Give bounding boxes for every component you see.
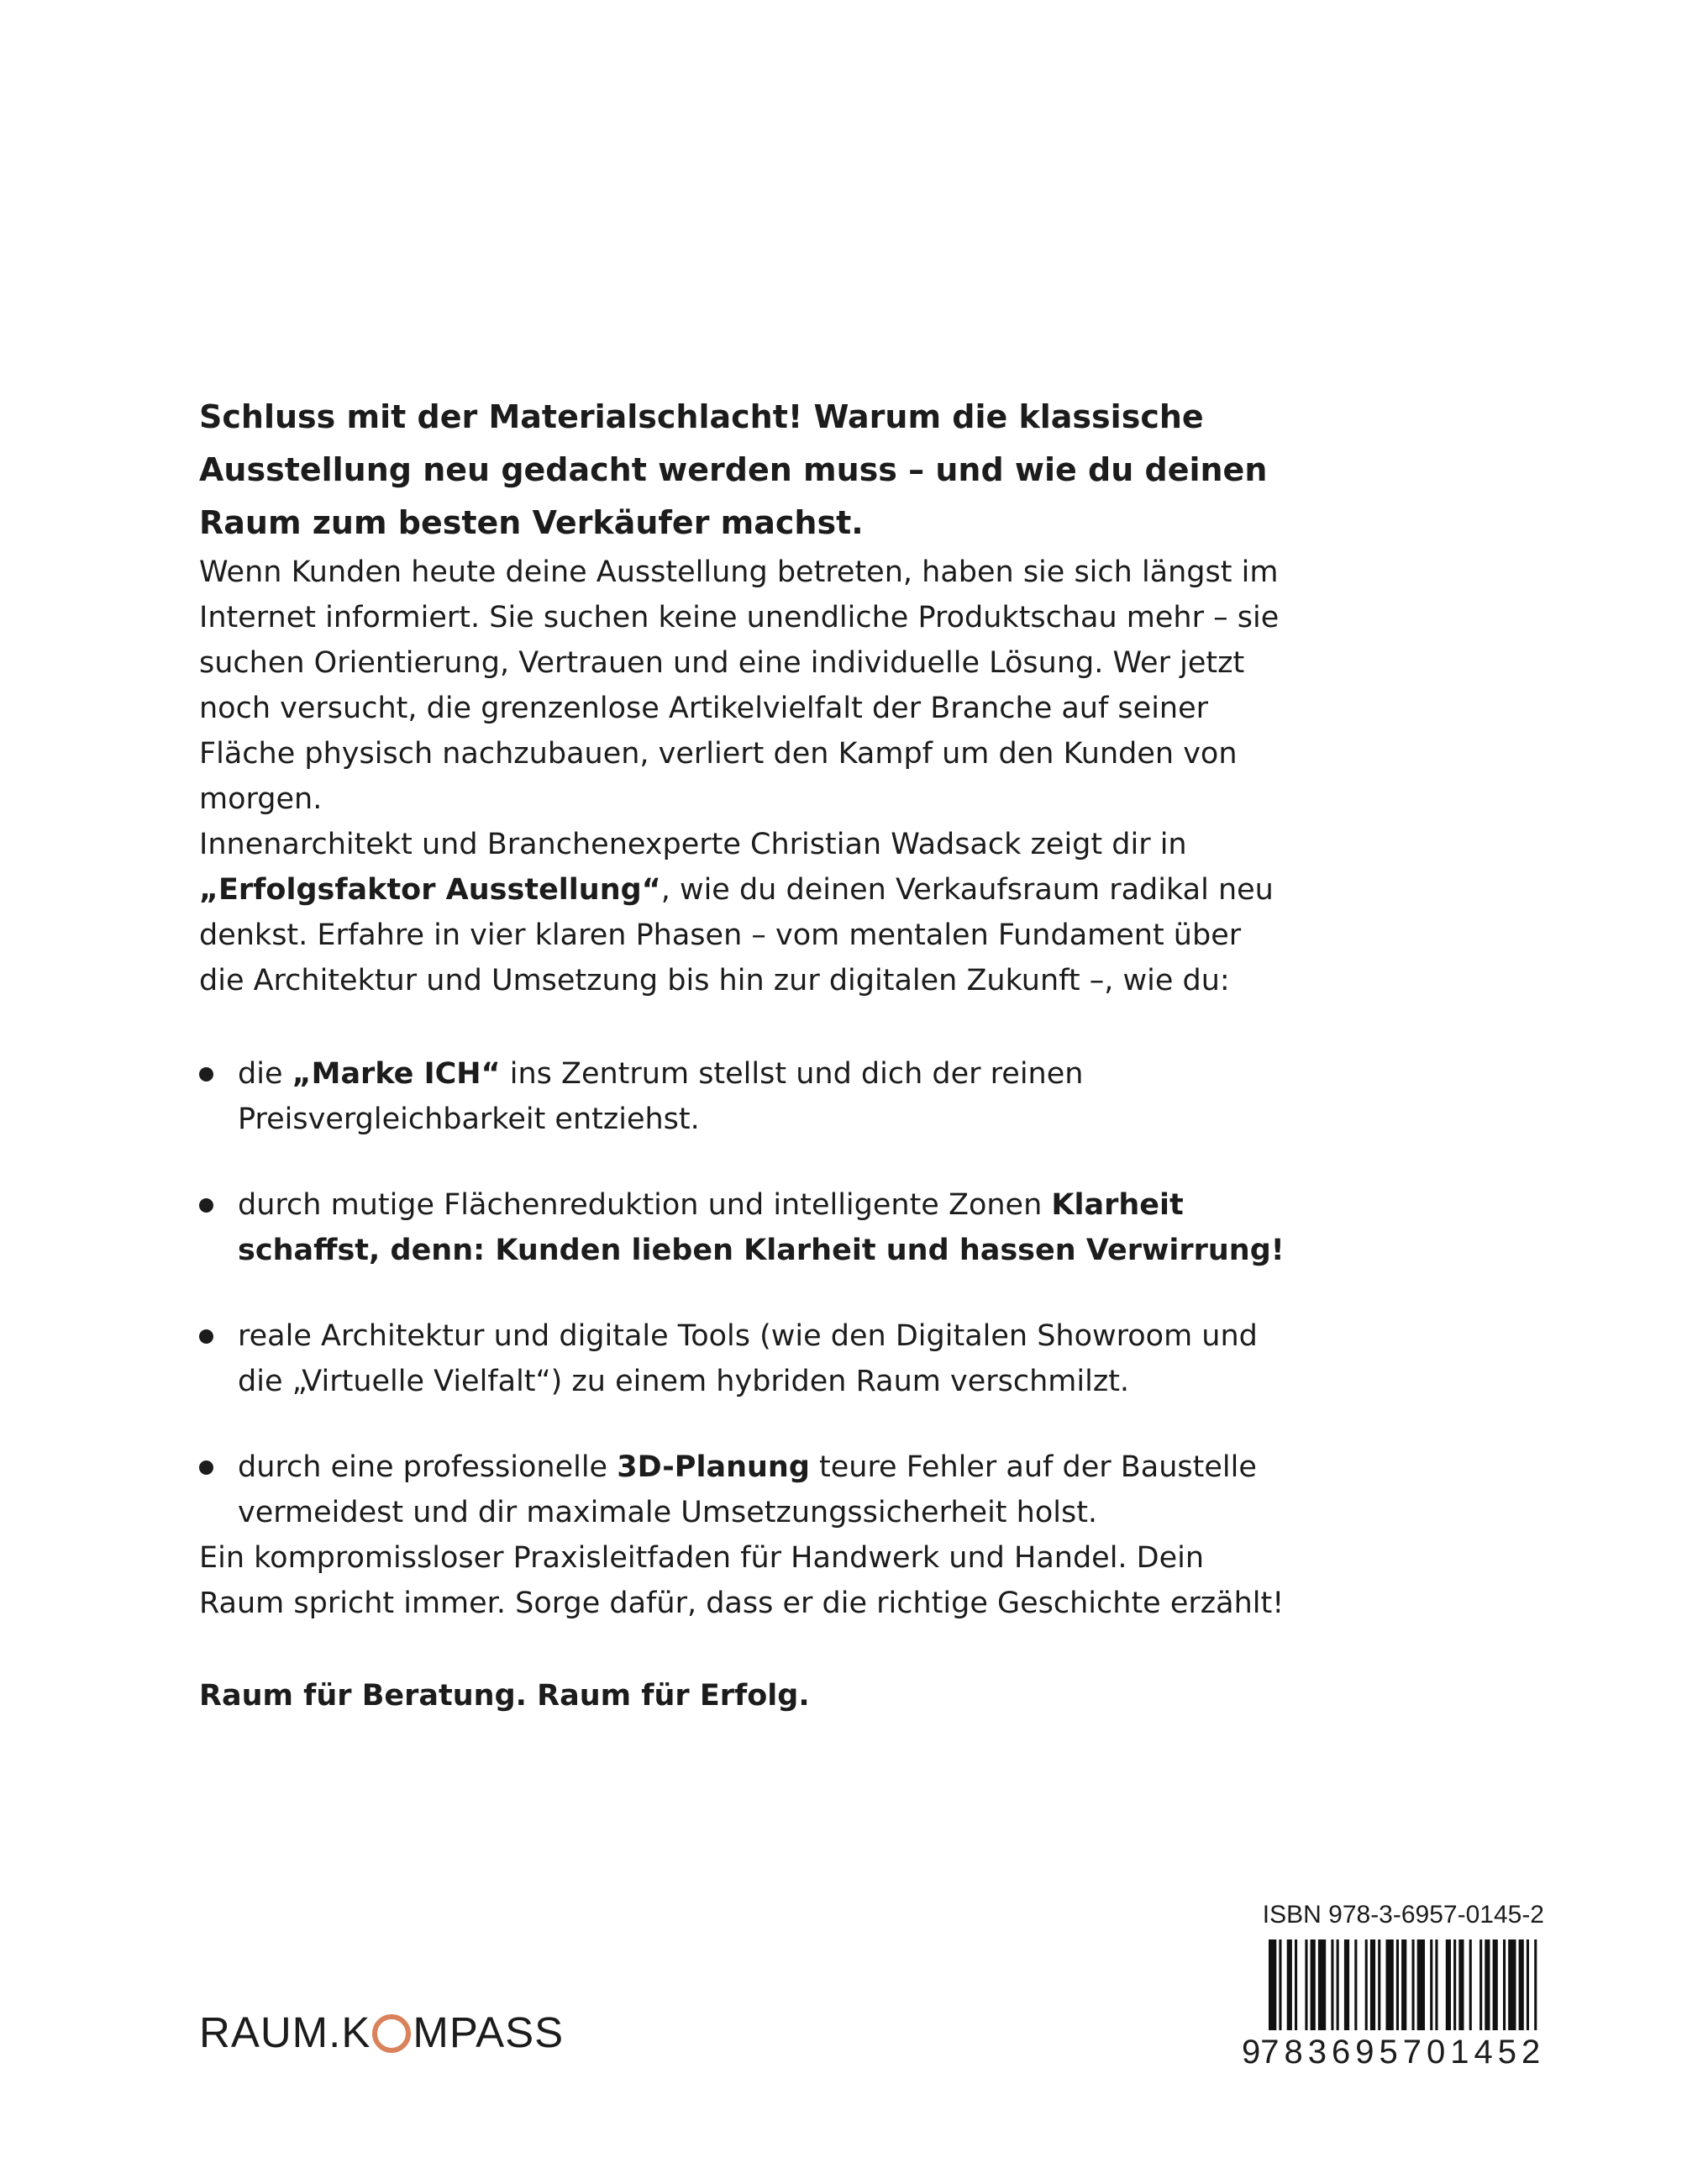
list-item <box>199 1182 1291 1273</box>
barcode-digits <box>1242 2034 1544 2071</box>
bullet-icon <box>199 1329 213 1344</box>
barcode-bar <box>1354 1939 1357 2030</box>
barcode-bar <box>1479 1939 1482 2030</box>
barcode-bar <box>1446 1939 1451 2030</box>
barcode-bar <box>1305 1939 1307 2030</box>
bullet-bold: 3D-Planung <box>617 1450 810 1484</box>
barcode-digit-group-left: 783695 <box>1260 2034 1403 2071</box>
logo-text-part1: RAUM.K <box>199 2008 371 2056</box>
barcode-bar <box>1401 1939 1406 2030</box>
list-item <box>199 1313 1291 1404</box>
barcode-area <box>1242 1939 1544 2074</box>
barcode-bar <box>1337 1939 1339 2030</box>
bullet-text: durch eine professionelle <box>238 1450 618 1484</box>
headline: Schluss mit der Materialschlacht! Warum die klassische Ausstellung neu gedacht werden muss – und wie du deinen Raum zum besten Verkäufer machst. <box>199 398 1268 541</box>
barcode-bar <box>1279 1939 1281 2030</box>
barcode-digit-group-right: 701452 <box>1402 2034 1546 2071</box>
barcode-bar <box>1269 1939 1276 2030</box>
isbn-label: ISBN 978-3-6957-0145-2 <box>1262 1901 1544 1929</box>
logo-text-part2: MPASS <box>413 2008 565 2056</box>
barcode-bar <box>1396 1939 1399 2030</box>
barcode-bar <box>1519 1939 1524 2030</box>
barcode-bar <box>1435 1939 1437 2030</box>
bullet-text: durch mutige Flächenreduktion und intelligente Zonen <box>238 1188 1052 1222</box>
bullet-text: die <box>238 1057 292 1091</box>
bullet-text-after: teure Fehler auf der Baustelle vermeidest und dir maximale Umsetzungssicherheit holst. <box>238 1450 1257 1529</box>
barcode-bar <box>1503 1939 1506 2030</box>
compass-ring-icon <box>372 2014 411 2053</box>
barcode-bar <box>1318 1939 1326 2030</box>
back-cover-text <box>199 391 1291 1748</box>
barcode-bar <box>1344 1939 1349 2030</box>
barcode-bar <box>1458 1939 1464 2030</box>
barcode-bar <box>1365 1939 1368 2030</box>
bullet-icon <box>199 1460 213 1475</box>
barcode-bar <box>1417 1939 1425 2030</box>
paragraph-author <box>199 822 1291 1003</box>
barcode-bar <box>1508 1939 1516 2030</box>
bullet-icon <box>199 1198 213 1213</box>
barcode-bar <box>1453 1939 1456 2030</box>
barcode-bar <box>1370 1939 1375 2030</box>
closing-slogan: Raum für Beratung. Raum für Erfolg. <box>199 1679 810 1713</box>
benefit-list <box>199 1051 1291 1535</box>
barcode-bar <box>1311 1939 1316 2030</box>
paragraph-closing: Ein kompromissloser Praxisleitfaden für Handwerk und Handel. Dein Raum spricht immer. Sorge dafür, dass er die richtige Geschichte erzählt! <box>199 1541 1285 1620</box>
barcode-bar <box>1527 1939 1529 2030</box>
bullet-text-after: ins Zentrum stellst und dich der reinen Preisvergleichbarkeit entziehst. <box>238 1057 1084 1136</box>
paragraph-author-before: Innenarchitekt und Branchenexperte Christian Wadsack zeigt dir in <box>199 828 1187 861</box>
bullet-text: reale Architektur und digitale Tools (wie den Digitalen Showroom und die „Virtuelle Vielfalt“) zu einem hybriden Raum verschmilzt. <box>238 1319 1258 1398</box>
barcode-bar <box>1430 1939 1432 2030</box>
barcode-bar <box>1331 1939 1333 2030</box>
barcode-bar <box>1287 1939 1292 2030</box>
barcode-bar <box>1485 1939 1490 2030</box>
barcode-bar <box>1493 1939 1498 2030</box>
list-item <box>199 1051 1291 1142</box>
barcode-bar <box>1386 1939 1394 2030</box>
bullet-bold: „Marke ICH“ <box>292 1057 501 1091</box>
list-item <box>199 1445 1291 1535</box>
bullet-icon <box>199 1067 213 1081</box>
paragraph-intro: Wenn Kunden heute deine Ausstellung betreten, haben sie sich längst im Internet informiert. Sie suchen keine unendliche Produktschau mehr – sie suchen Orientierung, Vertrauen und eine individuelle Lösung. Wer jetzt noch versucht, die grenzenlose Artikelvielfalt der Branche auf seiner Fläche physisch nachzubauen, verliert den Kampf um den Kunden von morgen. <box>199 555 1280 816</box>
publisher-logo <box>199 2008 564 2057</box>
barcode-bar <box>1378 1939 1380 2030</box>
barcode-bar <box>1295 1939 1297 2030</box>
book-title-bold: „Erfolgsfaktor Ausstellung“ <box>199 873 661 907</box>
isbn-block <box>1242 1901 1544 2074</box>
barcode-bar <box>1469 1939 1472 2030</box>
barcode-digit-lead: 9 <box>1242 2034 1261 2071</box>
bullet-bold: Klarheit schaffst, denn: Kunden lieben Klarheit und hassen Verwirrung! <box>238 1188 1285 1267</box>
paragraph-author-after: , wie du deinen Verkaufsraum radikal neu denkst. Erfahre in vier klaren Phasen – vom mentalen Fundament über die Architektur und Umsetzung bis hin zur digitalen Zukunft –, wie du: <box>199 873 1274 997</box>
barcode-bar <box>1534 1939 1537 2030</box>
barcode-icon <box>1242 1939 1544 2030</box>
barcode-bar <box>1412 1939 1415 2030</box>
